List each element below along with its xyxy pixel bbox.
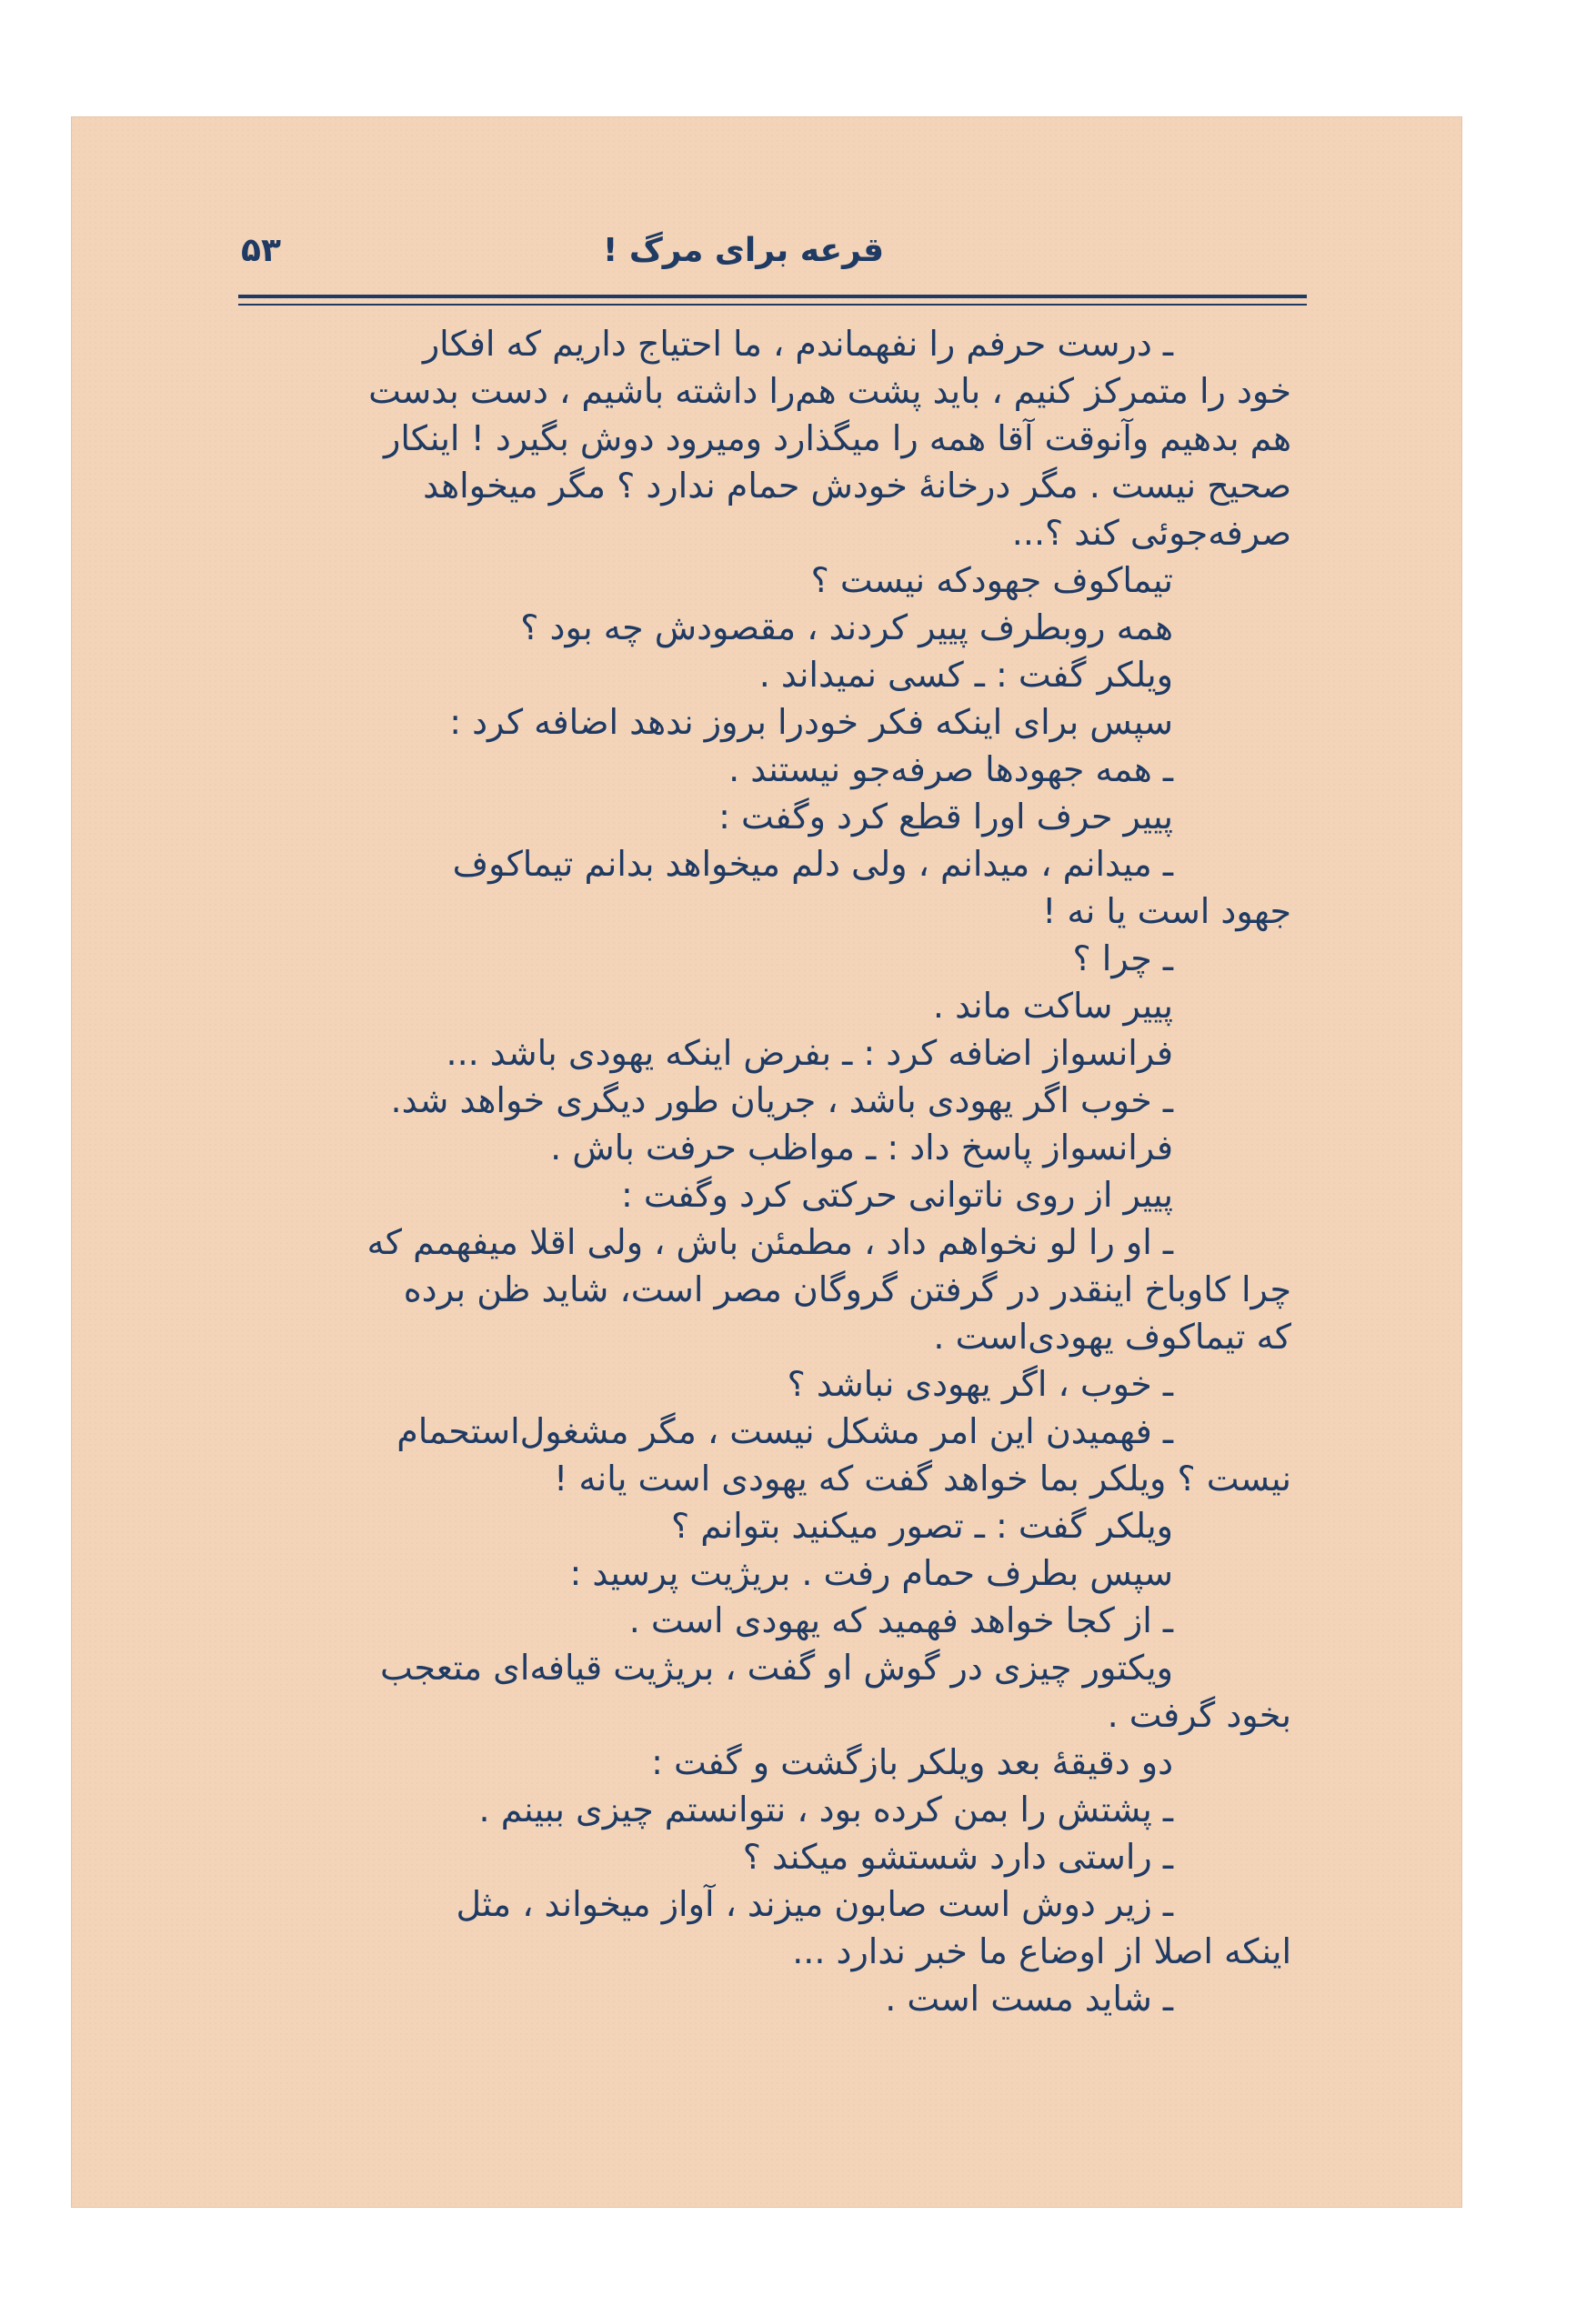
text-line: ـ چرا ؟ [1072,938,1173,978]
text-line: پییر ساکت ماند . [932,986,1173,1026]
header-rule-thin [238,304,1307,306]
text-line: ـ درست حرفم را نفهماندم ، ما احتیاج داریم که افکار [422,324,1173,364]
text-line: بخود گرفت . [1107,1695,1291,1735]
text-line: ـ پشتش را بمن کرده بود ، نتوانستم چیزی ببینم . [478,1790,1173,1830]
text-line: سپس بطرف حمام رفت . بریژیت پرسید : [569,1553,1173,1593]
text-line: ـ فهمیدن این امر مشکل نیست ، مگر مشغول‌استحمام [396,1411,1173,1451]
text-line: ـ شاید مست است . [885,1979,1173,2019]
text-line: اینکه اصلا از اوضاع ما خبر ندارد ... [792,1931,1291,1971]
running-title: قرعه برای مرگ ! [602,232,885,269]
text-line: هم بدهیم وآنوقت آقا همه را میگذارد ومیرود دوش بگیرد ! اینکار [383,418,1291,458]
text-line: ـ زیر دوش است صابون میزند ، آواز میخواند ، مثل [456,1884,1173,1924]
text-line: پییر از روی ناتوانی حرکتی کرد وگفت : [621,1175,1173,1215]
text-line: فرانسواز اضافه کرد : ـ بفرض اینکه یهودی باشد ... [446,1033,1173,1073]
text-line: همه روبطرف پییر کردند ، مقصودش چه بود ؟ [520,607,1173,647]
text-line: ـ خوب ، اگر یهودی نباشد ؟ [787,1364,1173,1404]
text-line: صحیح نیست . مگر درخانهٔ خودش حمام ندارد ؟ مگر میخواهد [423,466,1291,506]
body-text [227,320,1291,2022]
text-line: ـ او را لو نخواهم داد ، مطمئن باش ، ولی اقلا میفهمم که [366,1222,1173,1262]
text-line: نیست ؟ ویلکر بما خواهد گفت که یهودی است یانه ! [554,1459,1291,1499]
text-line: ـ همه جهودها صرفه‌جو نیستند . [728,749,1173,789]
text-line: سپس برای اینکه فکر خودرا بروز ندهد اضافه کرد : [449,702,1173,742]
text-line: دو دقیقهٔ بعد ویلکر بازگشت و گفت : [651,1742,1173,1782]
text-line: ویکتور چیزی در گوش او گفت ، بریژیت قیافه‌ای متعجب [380,1648,1173,1688]
page-number: ۵۳ [241,232,281,269]
text-line: ـ میدانم ، میدانم ، ولی دلم میخواهد بدانم تیماکوف [452,844,1173,884]
text-line: جهود است یا نه ! [1042,891,1291,931]
text-line: ویلکر گفت : ـ تصور میکنید بتوانم ؟ [670,1506,1173,1546]
text-line: ـ راستی دارد شستشو میکند ؟ [742,1837,1173,1877]
text-line: صرفه‌جوئی کند ؟... [1011,513,1291,553]
text-line: ـ از کجا خواهد فهمید که یهودی است . [628,1600,1173,1640]
page-header [173,232,1314,286]
text-line: پییر حرف اورا قطع کرد وگفت : [718,797,1173,837]
text-line: فرانسواز پاسخ داد : ـ مواظب حرفت باش . [550,1128,1173,1168]
text-line: تیماکوف جهودکه نیست ؟ [810,560,1173,600]
text-line: ـ خوب اگر یهودی باشد ، جریان طور دیگری خواهد شد. [390,1080,1173,1120]
text-line: که تیماکوف یهودی‌است . [933,1317,1291,1357]
text-line: چرا کاوباخ اینقدر در گرفتن گروگان مصر است، شاید ظن برده [403,1269,1291,1309]
text-line: ویلکر گفت : ـ کسی نمیداند . [758,655,1173,695]
header-rule [238,295,1307,298]
text-line: خود را متمرکز کنیم ، باید پشت هم‌را داشته باشیم ، دست بدست [368,371,1291,411]
